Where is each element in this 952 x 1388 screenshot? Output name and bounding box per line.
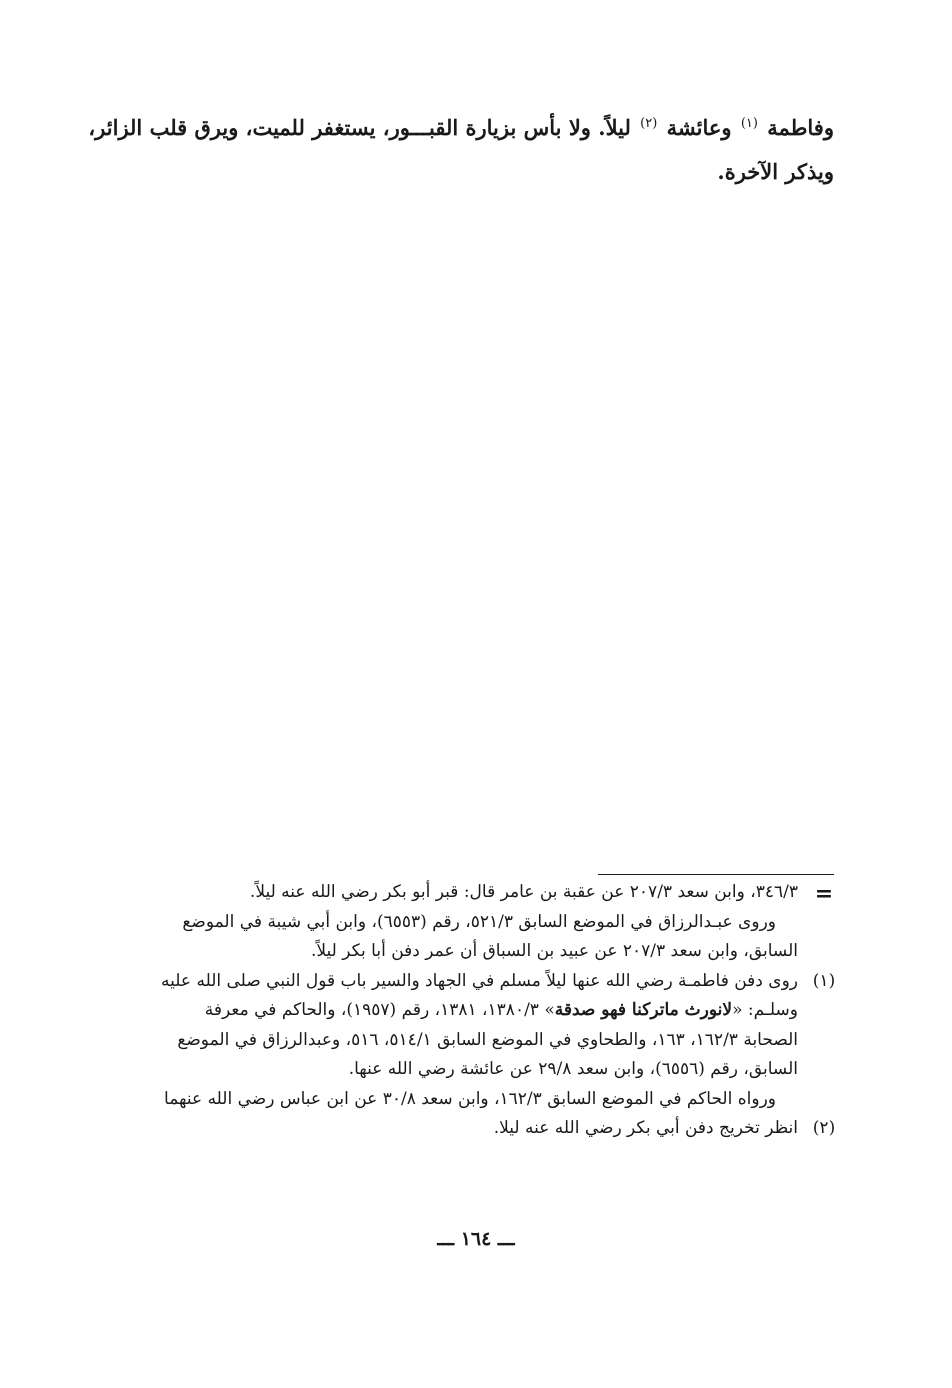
footnotes-section [104,878,844,1144]
footnote-separator [598,874,834,875]
main-text [88,106,834,194]
footnote-line: السابق، وابن سعد ٢٠٧/٣ عن عبيد بن السباق أن عمر دفن أبا بكر ليلاً. [311,941,798,961]
footnote-line: انظر تخريج دفن أبي بكر رضي الله عنه ليلا. [493,1118,798,1138]
footnote-1 [104,967,844,1115]
text-segment: وفاطمة [767,115,834,140]
footnote-line: وروى عبـدالرزاق في الموضع السابق ٥٢١/٣، رقم (٦٥٥٣)، وابن أبي شيبة في الموضع [182,911,776,932]
footnote-line: ٣٤٦/٣، وابن سعد ٢٠٧/٣ عن عقبة بن عامر قال: قبر أبو بكر رضي الله عنه ليلاً. [249,882,798,902]
main-text-line-2: ويذكر الآخرة. [717,159,834,184]
footnote-line: روى دفن فاطمـة رضي الله عنها ليلاً مسلم في الجهاد والسير باب قول النبي صلى الله عليه [161,970,798,991]
text-segment: وسلـم: « [732,1000,798,1020]
footnote-2-marker: (٢) [812,1118,836,1138]
footnote-line: الصحابة ١٦٢/٣، ١٦٣، والطحاوي في الموضع السابق ٥١٤/١، ٥١٦، وعبدالرزاق في الموضع [177,1029,798,1050]
footnote-line: السابق، رقم (٦٥٥٦)، وابن سعد ٢٩/٨ عن عائشة رضي الله عنها. [348,1059,798,1079]
footnote-2 [104,1114,844,1144]
footnote-ref-2[interactable]: (٢) [640,116,658,131]
text-segment: وعائشة [666,115,732,140]
page-number: ـــ ١٦٤ ـــ [437,1228,515,1250]
text-segment: ليلاً. ولا بأس بزيارة القبـــور، يستغفر للميت، ويرق قلب الزائر، [88,115,631,140]
footnote-line: ورواه الحاكم في الموضع السابق ١٦٢/٣، وابن سعد ٣٠/٨ عن ابن عباس رضي الله عنهما [164,1088,776,1109]
quoted-hadith: لانورث ماتركنا فهو صدقة [554,1000,733,1020]
footnote-line [104,996,798,1026]
main-text-line-1 [88,106,834,150]
footnote-1-marker: (١) [812,970,836,991]
text-segment: » ١٣٨٠/٣، ١٣٨١، رقم (١٩٥٧)، والحاكم في معرفة [204,1000,555,1020]
continuation-marker: = [814,881,834,907]
footnote-continuation [104,878,844,967]
footnote-ref-1[interactable]: (١) [740,116,758,131]
